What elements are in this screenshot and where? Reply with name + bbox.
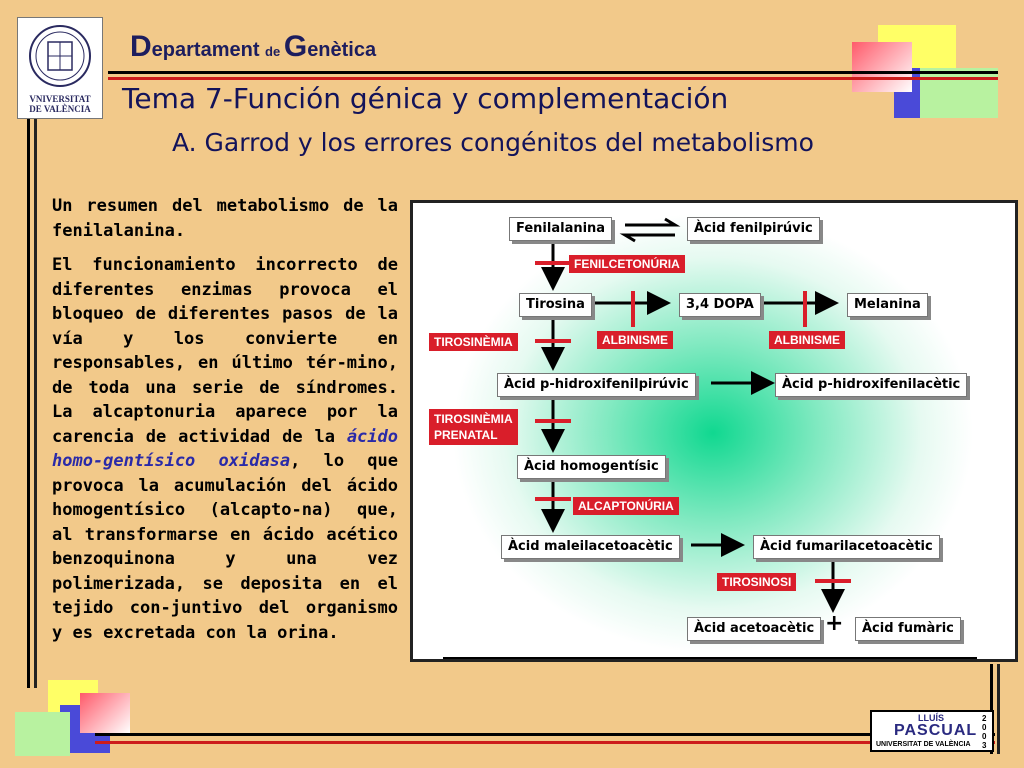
compound-dopa: 3,4 DOPA: [679, 293, 761, 317]
slide-title: Tema 7-Función génica y complementación: [122, 82, 729, 115]
compound-maleilacetoacetic: Àcid maleilacetoacètic: [501, 535, 680, 559]
disorder-fenilcetonuria: FENILCETONÚRIA: [569, 255, 685, 273]
header-line-red: [108, 77, 998, 80]
left-vertical-line-1: [27, 118, 30, 688]
left-vertical-line-2: [34, 118, 37, 688]
author-badge: [870, 710, 994, 752]
metabolism-diagram: [410, 200, 1018, 662]
deco-square-green: [920, 68, 998, 118]
paragraph-summary: Un resumen del metabolismo de la fenilalanina.: [52, 196, 398, 241]
right-vertical-line-2: [997, 664, 1000, 754]
enzyme-name-highlight: ácido homo-gentísico oxidasa: [52, 426, 398, 471]
compound-homogentisic: Àcid homogentísic: [517, 455, 666, 479]
compound-hidroxifenilpiruvic: Àcid p-hidroxifenilpirúvic: [497, 373, 696, 397]
deco-square-pink-bottom: [80, 693, 130, 733]
compound-tirosina: Tirosina: [519, 293, 592, 317]
compound-fumarilacetoacetic: Àcid fumarilacetoacètic: [753, 535, 940, 559]
body-text: [52, 194, 398, 655]
compound-fenilalanina: Fenilalanina: [509, 217, 612, 241]
university-logo: [17, 17, 103, 119]
compound-acetoacetic: Àcid acetoacètic: [687, 617, 821, 641]
slide-subtitle: A. Garrod y los errores congénitos del metabolismo: [172, 128, 814, 157]
compound-hidroxifenilacetic: Àcid p-hidroxifenilacètic: [775, 373, 967, 397]
paragraph-explanation: El funcionamiento incorrecto de diferentes enzimas provoca el bloqueo de diferentes pasos de la vía y los convierte en responsables, en último tér-mino, de toda una serie de síndromes. La alcaptonuria aparece por la carencia de actividad de la ácido homo-gentísico oxidasa, lo que provoca la acumulación del ácido homogentísico (alcapto-na) que, al transformarse en ácido acético benzoquinona y una vez polimerizada, se deposita en el tejido con-juntivo del organismo y es excretada con la orina.: [52, 255, 398, 643]
disorder-albinisme-2: ALBINISME: [769, 331, 845, 349]
compound-fumaric: Àcid fumàric: [855, 617, 961, 641]
footer-line-black: [95, 733, 995, 736]
disorder-tirosinemia: TIROSINÈMIA: [429, 333, 518, 351]
reversible-arrow: [625, 219, 675, 241]
deco-square-pink: [852, 42, 912, 92]
author-first-name: LLUÍS: [918, 713, 944, 723]
compound-fenilpiruvic: Àcid fenilpirúvic: [687, 217, 820, 241]
header-line-black: [108, 71, 998, 74]
footer-line-red: [95, 741, 995, 744]
author-university: UNIVERSITAT DE VALÈNCIA: [876, 741, 971, 748]
logo-text: VNIVERSITAT DE VALÈNCIA: [29, 94, 91, 114]
disorder-alcaptonuria: ALCAPTONÚRIA: [573, 497, 679, 515]
disorder-tirosinemia-prenatal: TIROSINÈMIA PRENATAL: [429, 409, 518, 445]
disorder-albinisme-1: ALBINISME: [597, 331, 673, 349]
deco-square-green-bottom: [15, 712, 70, 756]
department-name: Departament de Genètica: [130, 30, 377, 63]
author-last-name: PASCUAL: [894, 722, 978, 739]
disorder-tirosinosi: TIROSINOSI: [717, 573, 796, 591]
plus-sign: +: [825, 611, 844, 636]
author-year: 2003: [982, 714, 987, 750]
compound-melanina: Melanina: [847, 293, 928, 317]
